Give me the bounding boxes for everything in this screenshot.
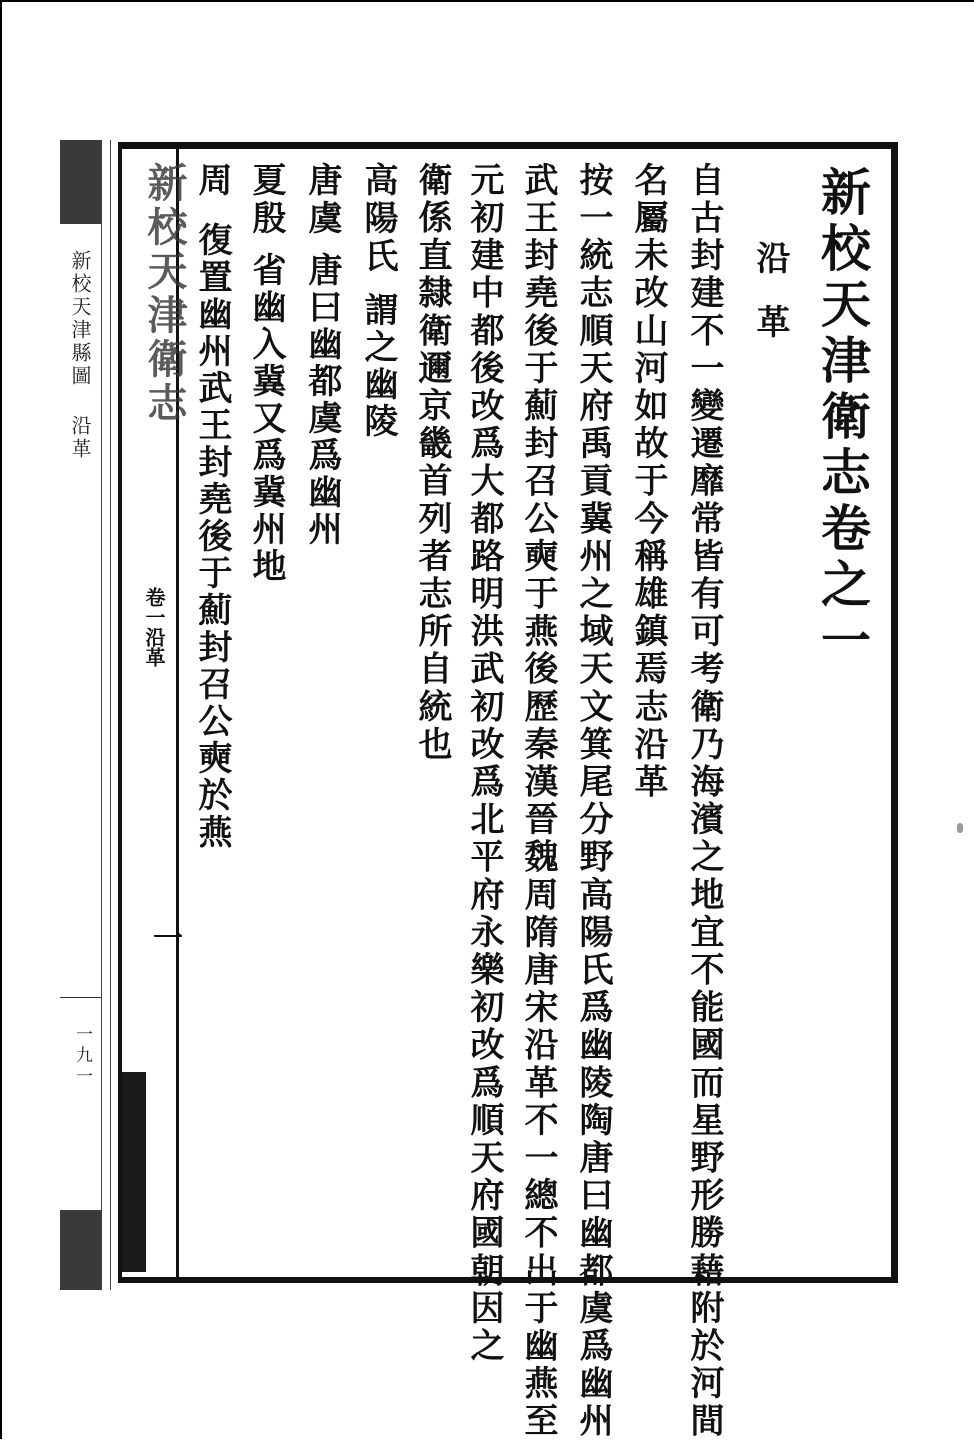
margin-rule-inner xyxy=(110,140,111,1290)
paragraph-line: 名屬未改山河如故于今稱雄鎮焉志沿革 xyxy=(628,162,668,802)
entry-text: 復置幽州武王封堯後于薊封召公奭於燕 xyxy=(192,222,232,851)
margin-block-bottom xyxy=(60,1210,102,1290)
spine-section: 卷一沿革 xyxy=(142,587,166,667)
spine-page-mark: 一 xyxy=(147,922,182,952)
margin-page-number: 一九一 xyxy=(72,1025,92,1088)
paragraph-line: 自古封建不一變遷靡常皆有可考衛乃海濱之地宜不能國而星野形勝藉附於河間 xyxy=(684,162,724,1440)
margin-title: 新校天津縣圖 沿革 xyxy=(68,250,92,461)
scan-smudge xyxy=(957,823,963,833)
section-heading: 沿革 xyxy=(750,240,790,368)
border-top xyxy=(118,142,898,149)
paragraph-line: 衛係直隸衛邇京畿首列者志所自統也 xyxy=(412,162,452,764)
margin-divider xyxy=(60,997,102,998)
spine-publisher: 島紅校印 xyxy=(146,1087,172,1263)
paragraph-line: 元初建中都後改爲大都路明洪武初改爲北平府永樂初改爲順天府國朝因之 xyxy=(464,162,504,1366)
entry-era: 高陽氏 xyxy=(358,162,398,276)
entry-text: 謂之幽陵 xyxy=(358,292,398,440)
entry-text: 唐曰幽都虞爲幽州 xyxy=(302,252,342,548)
paragraph-line: 按一統志順天府禹貢冀州之域天文箕尾分野高陽氏爲幽陵陶唐曰幽都虞爲幽州 xyxy=(573,162,613,1440)
entry-era: 唐虞 xyxy=(302,162,342,238)
scanned-page xyxy=(118,142,898,1440)
entry-text: 省幽入冀又爲冀州地 xyxy=(246,252,286,585)
spine-dark-band xyxy=(122,1072,146,1272)
margin-rule xyxy=(101,140,102,1290)
border-right xyxy=(891,142,898,1283)
paragraph-line: 武王封堯後于薊封召公奭于燕後歷秦漢晉魏周隋唐宋沿革不一總不出于幽燕至 xyxy=(518,162,558,1440)
volume-title: 新校天津衛志卷之一 xyxy=(813,166,872,670)
spine-title: 新校天津衛志 xyxy=(141,162,188,426)
margin-block-top xyxy=(60,140,102,224)
entry-era: 周 xyxy=(192,162,232,200)
page-edge-left xyxy=(0,0,2,1439)
entry-era: 夏殷 xyxy=(246,162,286,238)
page-edge-top xyxy=(0,0,974,2)
